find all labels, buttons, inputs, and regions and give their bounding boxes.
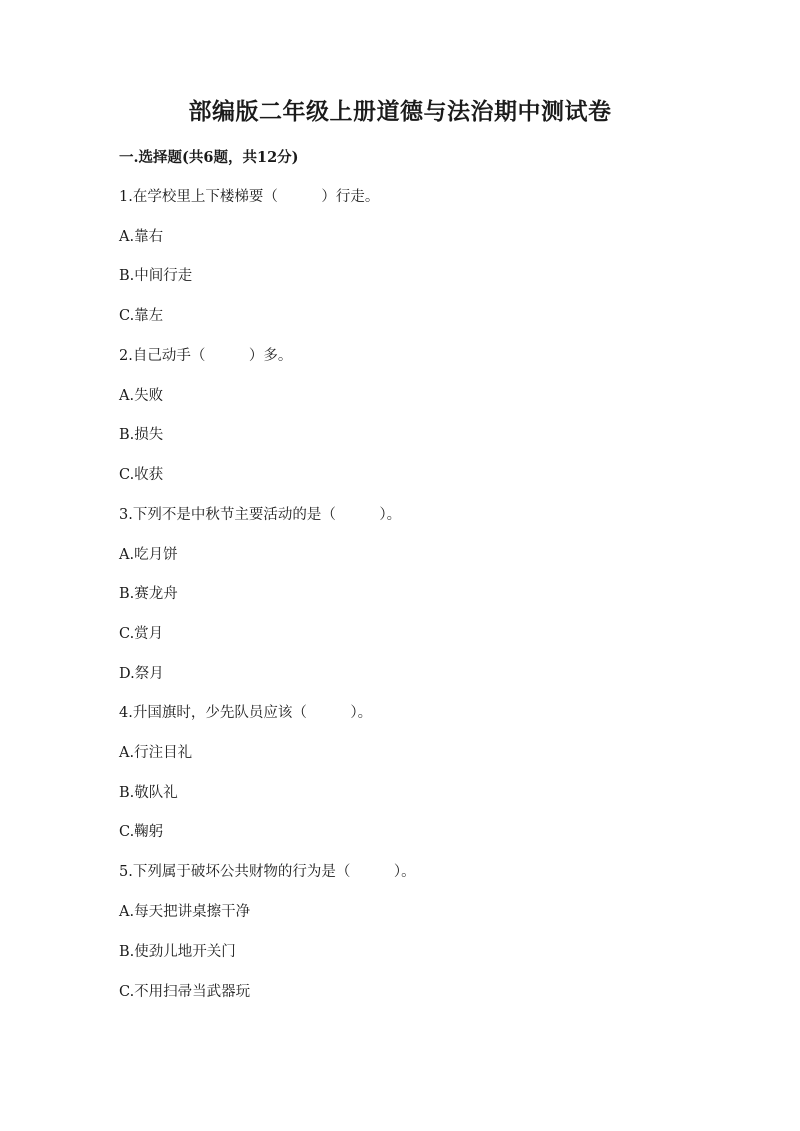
page-title: 部编版二年级上册道德与法治期中测试卷 (188, 98, 612, 125)
option-3c: C.赏月 (119, 626, 164, 642)
question-4: 4.升国旗时，少先队员应该（ ）。 (119, 705, 373, 721)
option-1b: B.中间行走 (119, 268, 193, 284)
question-3: 3.下列不是中秋节主要活动的是（ ）。 (119, 507, 402, 523)
option-2c: C.收获 (119, 467, 164, 483)
option-4b: B.敬队礼 (119, 785, 178, 801)
option-5c: C.不用扫帚当武器玩 (119, 984, 251, 1000)
option-4a: A.行注目礼 (119, 745, 193, 761)
option-3a: A.吃月饼 (119, 547, 178, 563)
option-4c: C.鞠躬 (119, 824, 164, 840)
option-5a: A.每天把讲桌擦干净 (119, 904, 251, 920)
question-1: 1.在学校里上下楼梯要（ ）行走。 (119, 189, 380, 205)
option-2b: B.损失 (119, 427, 164, 443)
option-3b: B.赛龙舟 (119, 586, 178, 602)
option-1a: A.靠右 (119, 229, 164, 245)
question-2: 2.自己动手（ ）多。 (119, 348, 293, 364)
option-2a: A.失败 (119, 388, 164, 404)
option-1c: C.靠左 (119, 308, 164, 324)
section-heading: 一.选择题(共6题，共12分) (119, 149, 299, 166)
option-5b: B.使劲儿地开关门 (119, 944, 236, 960)
question-5: 5.下列属于破坏公共财物的行为是（ ）。 (119, 864, 416, 880)
option-3d: D.祭月 (119, 666, 164, 682)
